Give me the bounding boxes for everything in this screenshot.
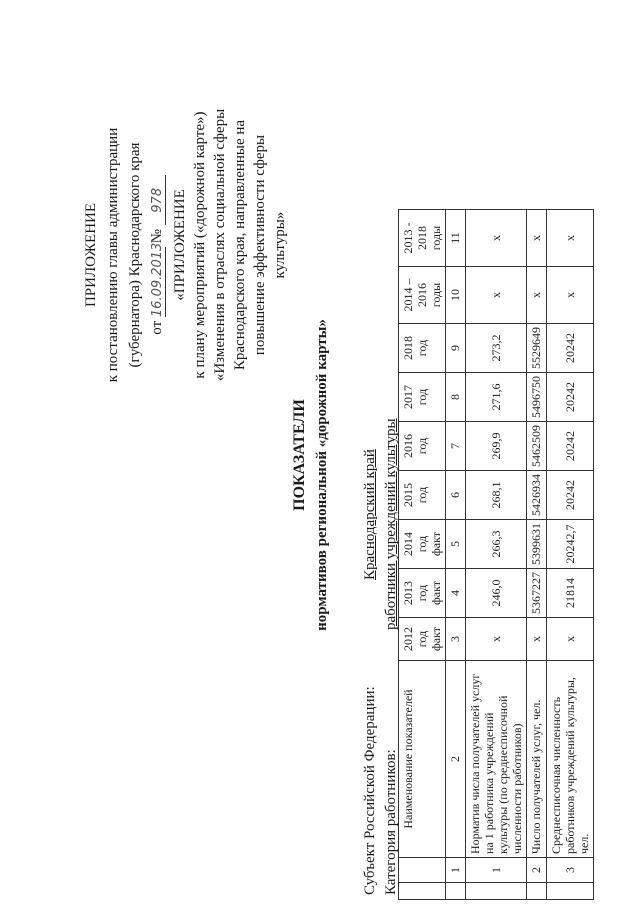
row-spacer bbox=[547, 883, 594, 900]
plan-appendix-block bbox=[170, 70, 290, 420]
row-value: 5426934 bbox=[527, 471, 547, 520]
row-value: 20242 bbox=[547, 471, 594, 520]
column-number: 8 bbox=[446, 373, 466, 422]
document-subtitle: нормативов региональной «дорожной карты» bbox=[314, 319, 330, 631]
row-spacer bbox=[466, 883, 527, 900]
column-number: 7 bbox=[446, 422, 466, 471]
row-value: 266,3 bbox=[466, 520, 527, 569]
indicators-table bbox=[398, 209, 594, 900]
plan-appendix-line: культуры» bbox=[272, 211, 288, 279]
header-cell: 2013 год факт bbox=[399, 569, 446, 618]
column-number: 9 bbox=[446, 324, 466, 373]
row-value: 5367227 bbox=[527, 569, 547, 618]
column-number: 5 bbox=[446, 520, 466, 569]
row-value: 20242 bbox=[547, 324, 594, 373]
header-cell: 2018 год bbox=[399, 324, 446, 373]
row-value: 5496750 bbox=[527, 373, 547, 422]
column-number: 1 bbox=[446, 858, 466, 883]
header-cell: 2013 - 2018 годы bbox=[399, 210, 446, 267]
header-cell bbox=[399, 858, 446, 883]
row-value: 269,9 bbox=[466, 422, 527, 471]
row-name: Среднесписочная численность работников учреждений культуры, чел. bbox=[547, 661, 594, 858]
row-number: 1 bbox=[466, 858, 527, 883]
column-number bbox=[446, 883, 466, 900]
column-number-row bbox=[446, 210, 466, 900]
appendix-line: (губернатора) Краснодарского края bbox=[127, 142, 143, 368]
subject-value: Краснодарский край bbox=[362, 449, 378, 580]
plan-appendix-line: Краснодарского края, направленные на bbox=[232, 119, 248, 371]
number-prefix: № bbox=[149, 229, 165, 244]
row-name: Число получателей услуг, чел. bbox=[527, 661, 547, 858]
row-value: 273,2 bbox=[466, 324, 527, 373]
category-value: работники учреждений культуры bbox=[383, 418, 399, 630]
column-number: 6 bbox=[446, 471, 466, 520]
handwritten-date: 16.09.2013 bbox=[150, 242, 165, 318]
table-row bbox=[527, 210, 547, 900]
category-label: Категория работников: bbox=[383, 749, 399, 895]
header-cell: 2014 – 2016 годы bbox=[399, 267, 446, 324]
row-spacer bbox=[527, 883, 547, 900]
row-value: х bbox=[547, 618, 594, 661]
plan-appendix-title: «ПРИЛОЖЕНИЕ bbox=[172, 189, 188, 301]
table-row bbox=[547, 210, 594, 900]
row-value: 268,1 bbox=[466, 471, 527, 520]
row-value: х bbox=[547, 267, 594, 324]
row-value: 5399631 bbox=[527, 520, 547, 569]
header-cell: 2012 год факт bbox=[399, 618, 446, 661]
row-value: х bbox=[527, 210, 547, 267]
column-number: 4 bbox=[446, 569, 466, 618]
column-number: 11 bbox=[446, 210, 466, 267]
column-number: 3 bbox=[446, 618, 466, 661]
header-cell bbox=[399, 883, 446, 900]
table-row bbox=[466, 210, 527, 900]
row-value: 246,0 bbox=[466, 569, 527, 618]
column-number: 2 bbox=[446, 661, 466, 858]
appendix-line: к постановлению главы администрации bbox=[105, 127, 121, 383]
row-value: 271,6 bbox=[466, 373, 527, 422]
row-value: х bbox=[547, 210, 594, 267]
header-cell: 2017 год bbox=[399, 373, 446, 422]
row-value: х bbox=[466, 210, 527, 267]
row-value: х bbox=[527, 618, 547, 661]
document-title: ПОКАЗАТЕЛИ bbox=[291, 399, 308, 511]
row-value: х bbox=[466, 618, 527, 661]
plan-appendix-line: к плану мероприятий («дорожной карте») bbox=[192, 111, 208, 379]
row-value: х bbox=[527, 267, 547, 324]
row-value: 20242 bbox=[547, 422, 594, 471]
plan-appendix-line: «Изменения в отраслях социальной сферы bbox=[212, 108, 228, 382]
appendix-date-line bbox=[146, 55, 168, 455]
row-value: х bbox=[466, 267, 527, 324]
row-value: 5529649 bbox=[527, 324, 547, 373]
row-value: 5462509 bbox=[527, 422, 547, 471]
row-value: 20242,7 bbox=[547, 520, 594, 569]
header-cell: 2014 год факт bbox=[399, 520, 446, 569]
plan-appendix-line: повышение эффективности сферы bbox=[252, 134, 268, 356]
row-number: 2 bbox=[527, 858, 547, 883]
appendix-block bbox=[80, 55, 168, 455]
column-number: 10 bbox=[446, 267, 466, 324]
header-cell: 2015 год bbox=[399, 471, 446, 520]
header-cell: 2016 год bbox=[399, 422, 446, 471]
appendix-title: ПРИЛОЖЕНИЕ bbox=[83, 202, 99, 308]
date-prefix: от bbox=[149, 320, 165, 335]
handwritten-number: 978 bbox=[151, 175, 166, 225]
subject-label: Субъект Российской Федерации: bbox=[362, 686, 378, 895]
row-value: 20242 bbox=[547, 373, 594, 422]
header-cell: Наименование показателей bbox=[399, 661, 446, 858]
row-number: 3 bbox=[547, 858, 594, 883]
row-value: 21814 bbox=[547, 569, 594, 618]
table-header-row bbox=[399, 210, 446, 900]
row-name: Норматив числа получателей услуг на 1 работника учреждений культуры (по среднесписочной численности работников) bbox=[466, 661, 527, 858]
